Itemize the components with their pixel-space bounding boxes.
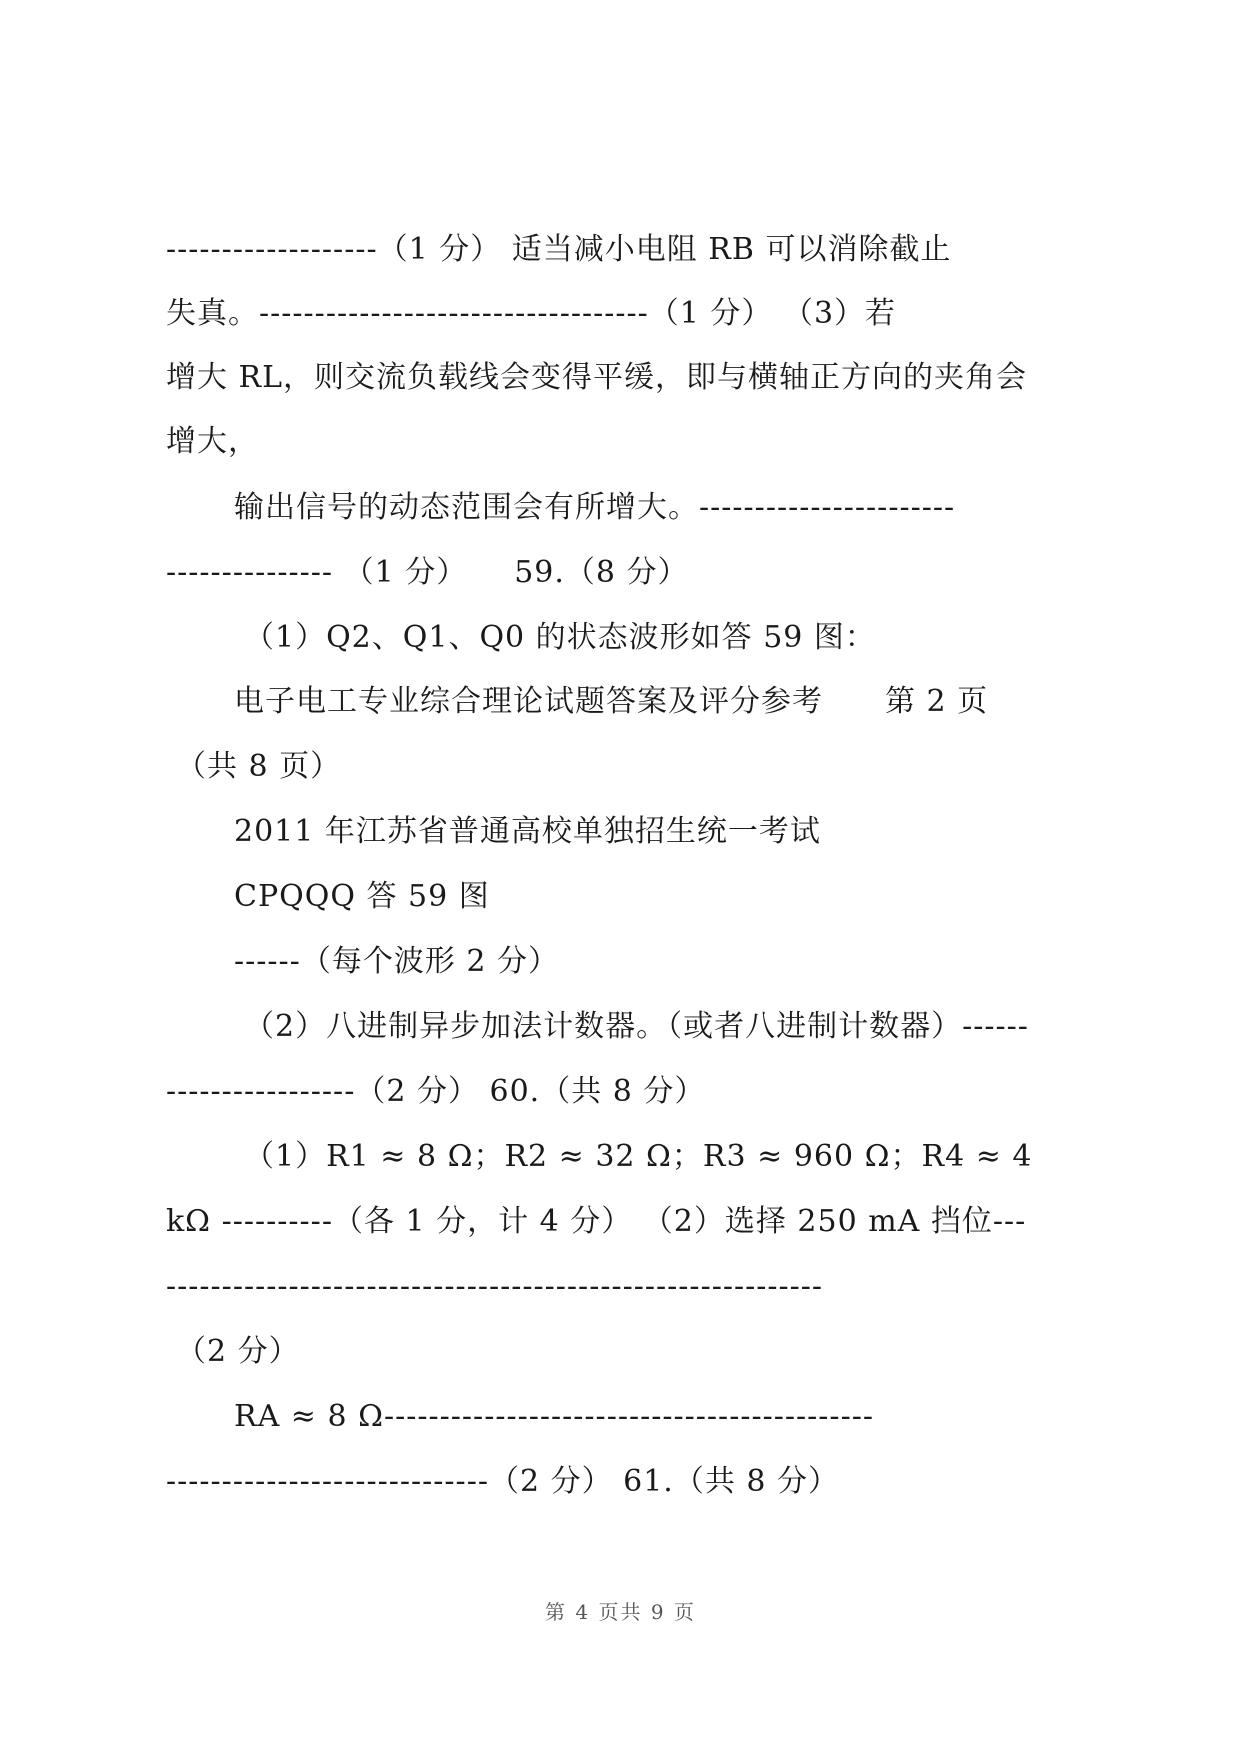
text-line-20: -----------------------------（2 分） 61.（共 8 分） xyxy=(166,1464,839,1499)
text-line-6: --------------- （1 分） 59.（8 分） xyxy=(166,555,689,590)
text-line-19: RA ≈ 8 Ω-------------------------------------------- xyxy=(234,1399,874,1434)
text-line-1: -------------------（1 分） 适当减小电阻 RB 可以消除截止 xyxy=(166,232,952,267)
page-footer: 第 4 页共 9 页 xyxy=(545,1600,696,1624)
text-line-14: -----------------（2 分） 60.（共 8 分） xyxy=(166,1074,706,1109)
text-line-18: （2 分） xyxy=(176,1334,300,1369)
text-line-2: 失真。-----------------------------------（1 分） （3）若 xyxy=(166,296,897,331)
text-line-9: （共 8 页） xyxy=(176,749,342,784)
text-line-3: 增大 RL，则交流负载线会变得平缓，即与横轴正方向的夹角会 xyxy=(166,360,1028,395)
text-line-17: ----------------------------------------------------------- xyxy=(166,1269,824,1304)
text-line-7: （1）Q2、Q1、Q0 的状态波形如答 59 图： xyxy=(244,620,876,655)
text-line-16: kΩ ----------（各 1 分，计 4 分） （2）选择 250 mA 挡位--- xyxy=(166,1204,1027,1239)
text-line-13: （2）八进制异步加法计数器。（或者八进制计数器）------ xyxy=(244,1009,1029,1044)
text-line-11: CPQQQ 答 59 图 xyxy=(234,879,490,914)
text-line-4: 增大， xyxy=(166,424,259,459)
text-line-8: 电子电工专业综合理论试题答案及评分参考 第 2 页 xyxy=(234,684,989,719)
text-line-10: 2011 年江苏省普通高校单独招生统一考试 xyxy=(234,814,821,849)
text-line-12: ------（每个波形 2 分） xyxy=(234,944,559,979)
text-line-5: 输出信号的动态范围会有所增大。----------------------- xyxy=(234,490,956,525)
text-line-15: （1）R1 ≈ 8 Ω；R2 ≈ 32 Ω；R3 ≈ 960 Ω；R4 ≈ 4 xyxy=(244,1139,1033,1174)
